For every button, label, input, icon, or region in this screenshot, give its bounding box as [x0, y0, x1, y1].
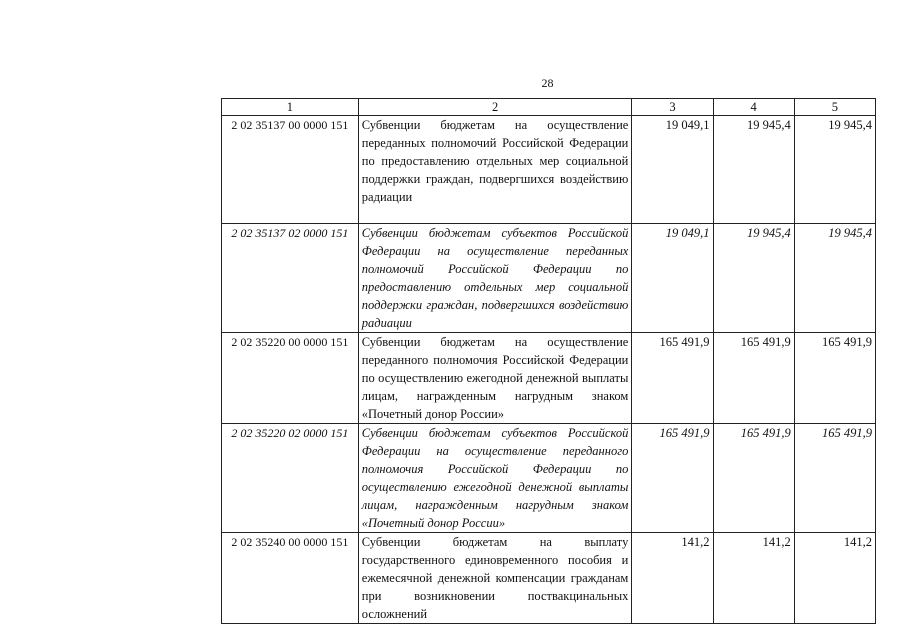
item-description: Субвенции бюджетам субъектов Российской Федерации на осуществление переданного полномочия Российской Федерации по осуществлению ежегодной денежной выплаты лицам, награжденным нагрудным знаком «Почетный донор России» — [358, 424, 632, 533]
budget-code: 2 02 35240 00 0000 151 — [222, 533, 359, 624]
value-col-4: 165 491,9 — [713, 424, 794, 533]
budget-code: 2 02 35137 02 0000 151 — [222, 224, 359, 333]
value-col-4: 165 491,9 — [713, 333, 794, 424]
table-row — [222, 116, 876, 224]
header-col-5: 5 — [794, 99, 875, 116]
item-description: Субвенции бюджетам на осуществление переданного полномочия Российской Федерации по осуществлению ежегодной денежной выплаты лицам, награжденным нагрудным знаком «Почетный донор России» — [358, 333, 632, 424]
header-col-2: 2 — [358, 99, 632, 116]
budget-code: 2 02 35220 00 0000 151 — [222, 333, 359, 424]
table-row — [222, 224, 876, 333]
page-number: 28 — [541, 76, 554, 90]
value-col-4: 141,2 — [713, 533, 794, 624]
value-col-4: 19 945,4 — [713, 224, 794, 333]
table-row — [222, 333, 876, 424]
table-row — [222, 533, 876, 624]
header-row — [222, 99, 876, 116]
value-col-4: 19 945,4 — [713, 116, 794, 224]
header-col-4: 4 — [713, 99, 794, 116]
value-col-3: 19 049,1 — [632, 224, 713, 333]
value-col-3: 19 049,1 — [632, 116, 713, 224]
header-col-1: 1 — [222, 99, 359, 116]
value-col-5: 141,2 — [794, 533, 875, 624]
item-description: Субвенции бюджетам на осуществление переданных полномочий Российской Федерации по предоставлению отдельных мер социальной поддержки граждан, подвергшихся воздействию радиации — [358, 116, 632, 224]
budget-code: 2 02 35137 00 0000 151 — [222, 116, 359, 224]
header-col-3: 3 — [632, 99, 713, 116]
item-description: Субвенции бюджетам на выплату государственного единовременного пособия и ежемесячной денежной компенсации гражданам при возникновении поствакцинальных осложнений — [358, 533, 632, 624]
value-col-3: 165 491,9 — [632, 333, 713, 424]
value-col-3: 141,2 — [632, 533, 713, 624]
budget-table — [221, 98, 876, 624]
item-description: Субвенции бюджетам субъектов Российской Федерации на осуществление переданных полномочий Российской Федерации по предоставлению отдельных мер социальной поддержки граждан, подвергшихся воздействию радиации — [358, 224, 632, 333]
budget-code: 2 02 35220 02 0000 151 — [222, 424, 359, 533]
value-col-3: 165 491,9 — [632, 424, 713, 533]
value-col-5: 165 491,9 — [794, 333, 875, 424]
value-col-5: 19 945,4 — [794, 224, 875, 333]
value-col-5: 19 945,4 — [794, 116, 875, 224]
value-col-5: 165 491,9 — [794, 424, 875, 533]
table-row — [222, 424, 876, 533]
